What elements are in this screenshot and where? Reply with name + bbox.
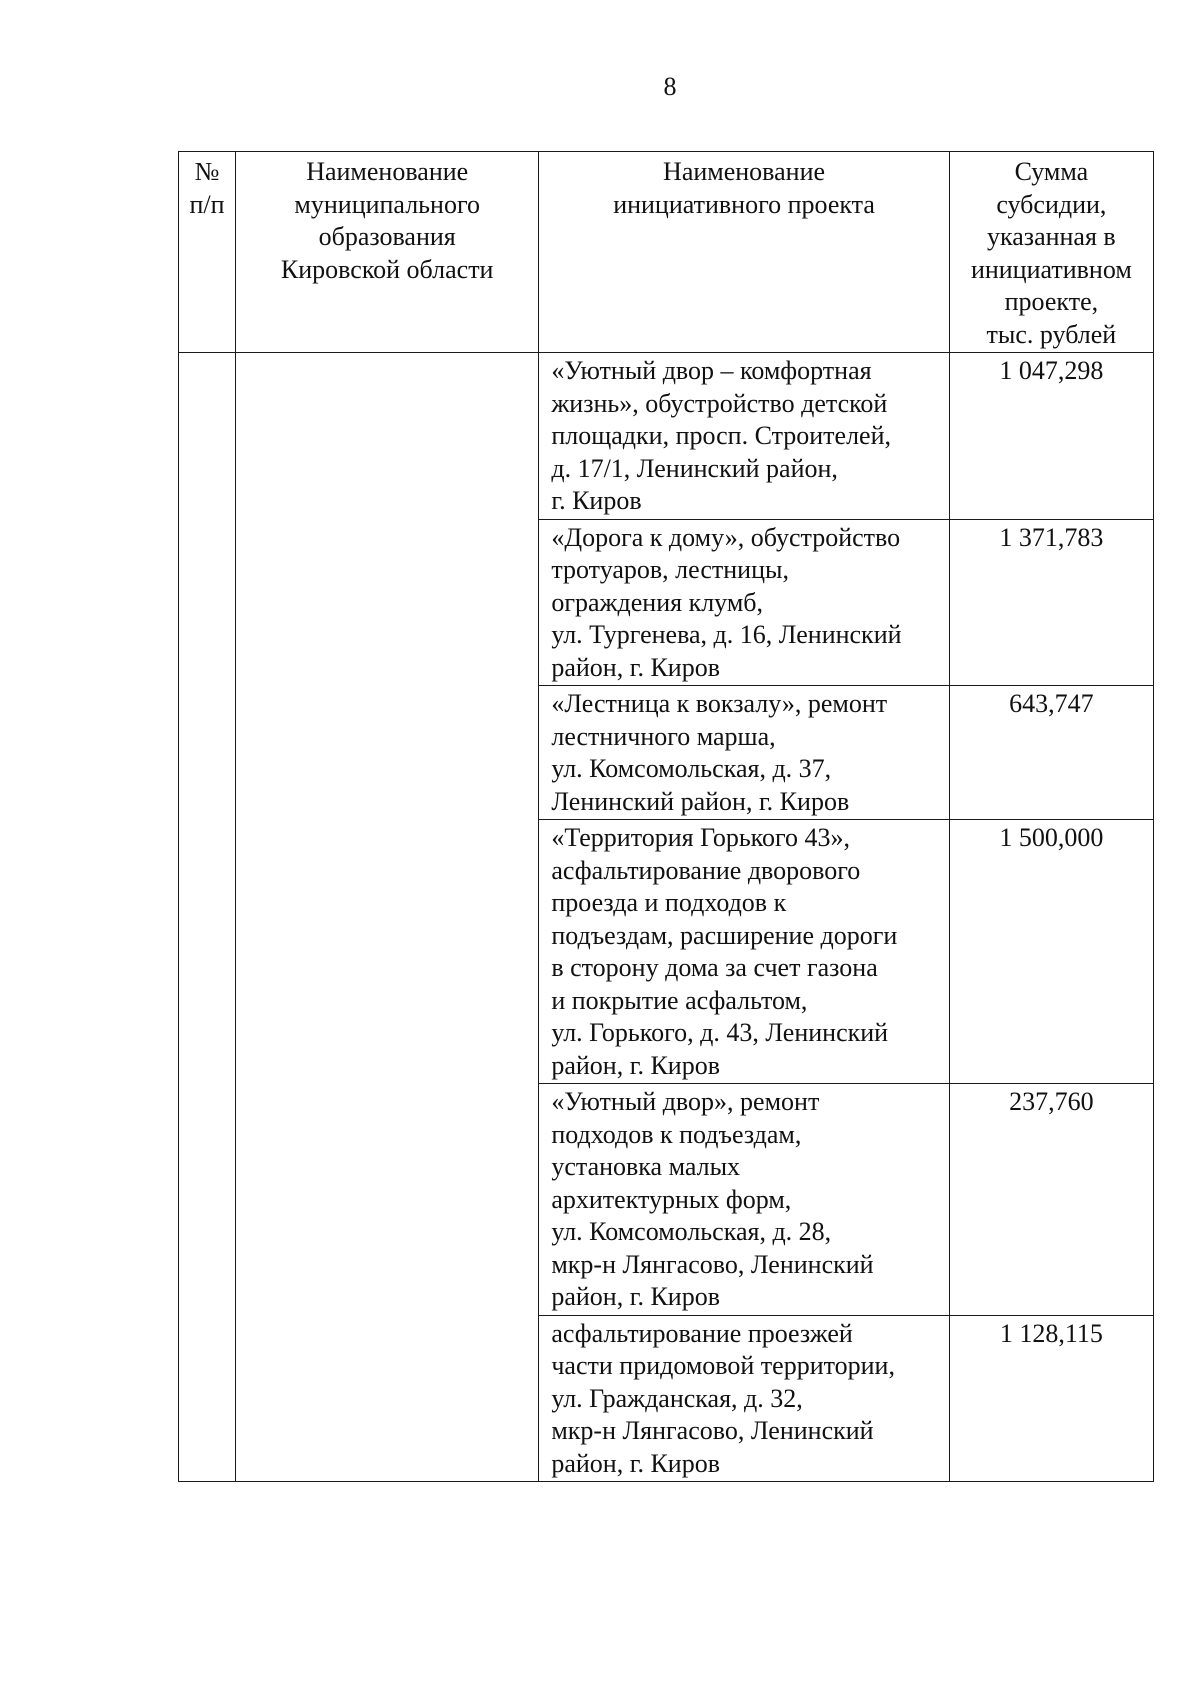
project-name-line: мкр-н Лянгасово, Ленинский xyxy=(551,1249,874,1279)
project-name-line: и покрытие асфальтом, xyxy=(551,985,808,1015)
project-name-cell xyxy=(539,1084,949,1316)
header-sum-line: тыс. рублей xyxy=(986,319,1117,349)
project-name-line: проезда и подходов к xyxy=(551,888,787,917)
project-name-line: лестничного марша, xyxy=(551,721,776,751)
project-name-line: ул. Комсомольская, д. 37, xyxy=(551,754,832,783)
project-name-line: асфальтирование проезжей xyxy=(551,1318,853,1348)
header-sum-line: проекте, xyxy=(1004,287,1099,316)
project-name-line: тротуаров, лестницы, xyxy=(551,555,789,584)
table-row xyxy=(179,353,1154,520)
project-name-line: район, г. Киров xyxy=(551,652,720,682)
project-name-line: ул. Горького, д. 43, Ленинский xyxy=(551,1018,889,1047)
project-name-line: «Уютный двор», ремонт xyxy=(551,1087,820,1116)
table-header-row xyxy=(179,152,1154,353)
project-name-line: части придомовой территории, xyxy=(551,1351,895,1380)
page-number: 8 xyxy=(663,72,677,101)
header-project-line: инициативного проекта xyxy=(613,189,875,219)
municipality-cell xyxy=(236,353,539,1482)
subsidy-sum-cell: 643,747 xyxy=(949,686,1153,820)
header-municipality-line: Наименование xyxy=(306,157,469,186)
project-name-cell xyxy=(539,686,949,820)
project-name-line: ул. Комсомольская, д. 28, xyxy=(551,1217,832,1246)
project-name-line: «Уютный двор – комфортная xyxy=(551,356,872,385)
project-name-line: район, г. Киров xyxy=(551,1282,720,1311)
header-municipality-line: образования xyxy=(318,222,456,251)
header-number-line: № xyxy=(194,157,220,186)
project-name-line: в сторону дома за счет газона xyxy=(551,953,878,982)
project-name-line: д. 17/1, Ленинский район, xyxy=(551,453,838,483)
number-cell xyxy=(179,353,236,1482)
project-name-line: «Территория Горького 43», xyxy=(551,823,851,852)
header-project xyxy=(539,152,949,353)
project-name-cell xyxy=(539,353,949,520)
subsidy-sum-cell: 1 128,115 xyxy=(949,1315,1153,1482)
header-municipality-line: муниципального xyxy=(294,189,480,219)
project-name-line: г. Киров xyxy=(551,486,642,515)
project-name-cell xyxy=(539,1315,949,1482)
subsidy-table xyxy=(178,151,1154,1482)
project-name-line: подъездам, расширение дороги xyxy=(551,920,898,950)
project-name-line: асфальтирование дворового xyxy=(551,855,861,885)
project-name-line: площадки, просп. Строителей, xyxy=(551,421,892,450)
subsidy-sum-cell: 237,760 xyxy=(949,1084,1153,1316)
project-name-line: район, г. Киров xyxy=(551,1050,720,1080)
header-sum-line: указанная в xyxy=(987,222,1116,251)
project-name-line: «Лестница к вокзалу», ремонт xyxy=(551,689,888,718)
header-sum-line: Сумма xyxy=(1014,157,1089,186)
project-name-line: ограждения клумб, xyxy=(551,587,764,617)
project-name-line: ул. Тургенева, д. 16, Ленинский xyxy=(551,620,902,649)
header-sum xyxy=(949,152,1153,353)
project-name-line: «Дорога к дому», обустройство xyxy=(551,522,901,552)
header-number xyxy=(179,152,236,353)
subsidy-sum-cell: 1 047,298 xyxy=(949,353,1153,520)
header-project-line: Наименование xyxy=(663,157,826,186)
project-name-cell xyxy=(539,820,949,1084)
header-municipality-line: Кировской области xyxy=(280,254,494,284)
project-name-line: мкр-н Лянгасово, Ленинский xyxy=(551,1416,874,1445)
header-sum-line: субсидии, xyxy=(996,189,1107,219)
header-number-line: п/п xyxy=(189,189,225,219)
header-sum-line: инициативном xyxy=(970,254,1132,284)
project-name-line: подходов к подъездам, xyxy=(551,1119,802,1149)
project-name-cell xyxy=(539,519,949,686)
project-name-line: район, г. Киров xyxy=(551,1448,720,1478)
project-name-line: архитектурных форм, xyxy=(551,1184,792,1214)
project-name-line: установка малых xyxy=(551,1152,741,1181)
project-name-line: жизнь», обустройство детской xyxy=(551,388,888,418)
header-municipality xyxy=(236,152,539,353)
project-name-line: Ленинский район, г. Киров xyxy=(551,786,850,816)
subsidy-sum-cell: 1 371,783 xyxy=(949,519,1153,686)
project-name-line: ул. Гражданская, д. 32, xyxy=(551,1383,803,1413)
subsidy-sum-cell: 1 500,000 xyxy=(949,820,1153,1084)
